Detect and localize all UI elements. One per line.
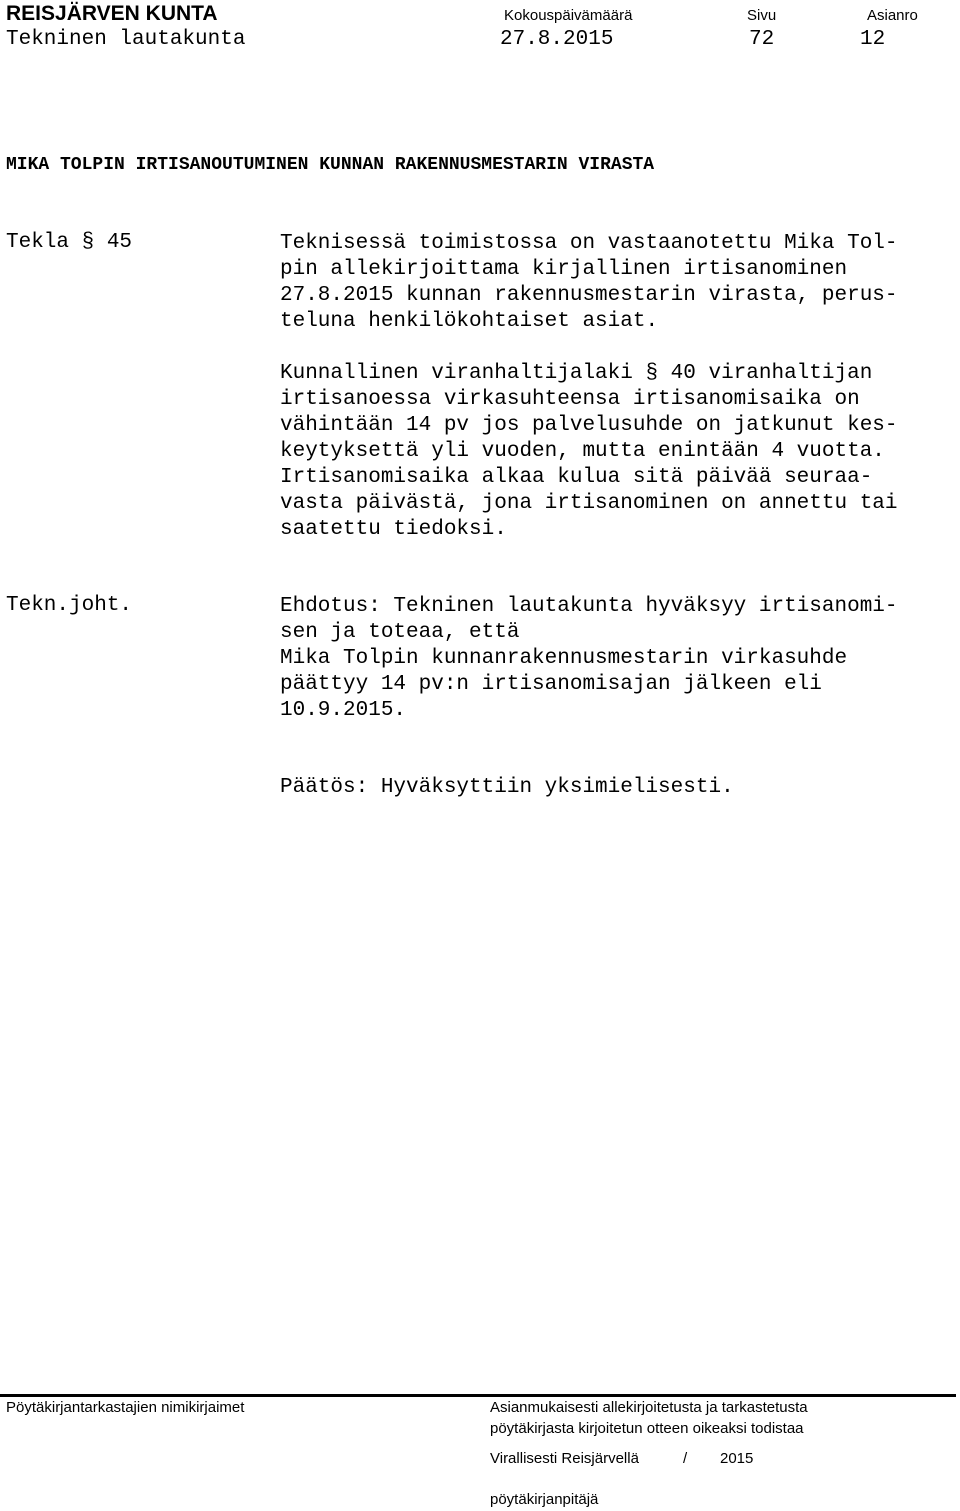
text-line: Mika Tolpin kunnanrakennusmestarin virkasuhde xyxy=(280,647,848,670)
text-line: Irtisanomisaika alkaa kulua sitä päivää seuraa- xyxy=(280,466,873,489)
paragraph-law xyxy=(280,361,898,543)
text-line: päättyy 14 pv:n irtisanomisajan jälkeen eli xyxy=(280,673,822,696)
text-line: irtisanoessa virkasuhteensa irtisanomisaika on xyxy=(280,388,860,411)
organization-name: REISJÄRVEN KUNTA xyxy=(6,2,218,25)
text-line: vähintään 14 pv jos palvelusuhde on jatkunut kes- xyxy=(280,414,898,437)
page-number: 72 xyxy=(749,28,775,51)
paragraph-resignation xyxy=(280,231,898,335)
case-number: 12 xyxy=(860,28,886,51)
section-label-tekla: Tekla § 45 xyxy=(6,231,133,254)
footer-certification-line-2: pöytäkirjasta kirjoitetun otteen oikeaksi todistaa xyxy=(490,1420,804,1437)
document-title: MIKA TOLPIN IRTISANOUTUMINEN KUNNAN RAKENNUSMESTARIN VIRASTA xyxy=(6,155,655,175)
text-line: 10.9.2015. xyxy=(280,699,407,722)
footer-year: 2015 xyxy=(720,1450,754,1467)
section-label-tekn-joht: Tekn.joht. xyxy=(6,594,133,617)
text-line: pin allekirjoittama kirjallinen irtisanominen xyxy=(280,258,848,281)
text-line: sen ja toteaa, että xyxy=(280,621,520,644)
footer-signer-role: pöytäkirjanpitäjä xyxy=(490,1491,599,1508)
meeting-date: 27.8.2015 xyxy=(500,28,614,51)
footer-certification-line-1: Asianmukaisesti allekirjoitetusta ja tarkastetusta xyxy=(490,1399,808,1416)
text-line: teluna henkilökohtaiset asiat. xyxy=(280,310,659,333)
page-label: Sivu xyxy=(747,7,777,24)
footer-divider xyxy=(0,1394,956,1397)
text-line: saatettu tiedoksi. xyxy=(280,518,507,541)
footer-place: Virallisesti Reisjärvellä xyxy=(490,1450,639,1467)
paragraph-decision xyxy=(280,775,734,801)
footer-inspector-initials: Pöytäkirjantarkastajien nimikirjaimet xyxy=(6,1399,245,1416)
footer-date-slash: / xyxy=(683,1450,688,1467)
text-line: Teknisessä toimistossa on vastaanotettu Mika Tol- xyxy=(280,232,898,255)
case-number-label: Asianro xyxy=(867,7,918,24)
meeting-date-label: Kokouspäivämäärä xyxy=(504,7,633,24)
text-line: keytyksettä yli vuoden, mutta enintään 4 vuotta. xyxy=(280,440,885,463)
text-line: 27.8.2015 kunnan rakennusmestarin virasta, perus- xyxy=(280,284,898,307)
text-line: Ehdotus: Tekninen lautakunta hyväksyy irtisanomi- xyxy=(280,595,898,618)
text-line: Kunnallinen viranhaltijalaki § 40 viranhaltijan xyxy=(280,362,873,385)
paragraph-proposal xyxy=(280,594,898,724)
decision-line: Päätös: Hyväksyttiin yksimielisesti. xyxy=(280,776,734,799)
committee-name: Tekninen lautakunta xyxy=(6,28,246,51)
text-line: vasta päivästä, jona irtisanominen on annettu tai xyxy=(280,492,898,515)
